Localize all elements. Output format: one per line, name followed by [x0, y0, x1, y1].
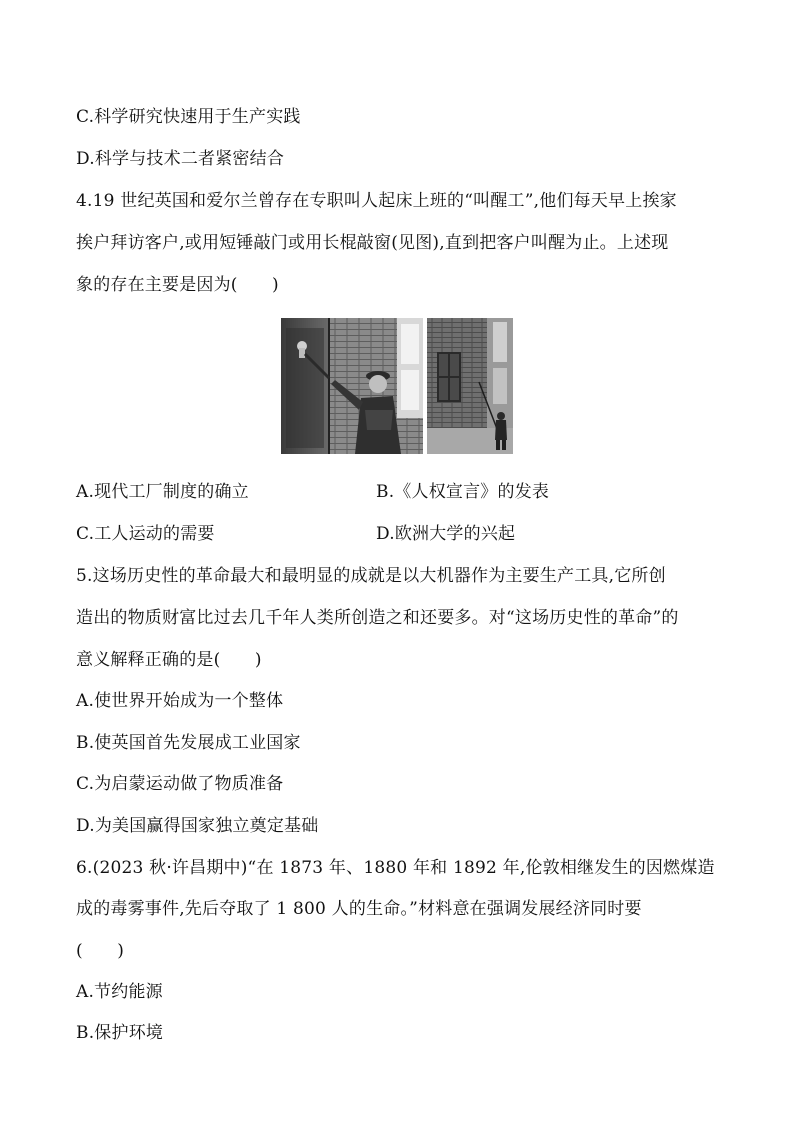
q6-option-b: B.保护环境: [76, 1023, 164, 1043]
q3-option-d: D.科学与技术二者紧密结合: [76, 149, 285, 169]
knocker-up-photos: [281, 318, 513, 454]
q6-stem-line-1: 6.(2023 秋·许昌期中)“在 1873 年、1880 年和 1892 年,伦敦相继发生的因燃煤造: [76, 858, 715, 878]
q5-stem-line-2: 造出的物质财富比过去几千年人类所创造之和还要多。对“这场历史性的革命”的: [76, 608, 679, 628]
q4-option-c: C.工人运动的需要: [76, 524, 215, 544]
q5-option-d: D.为美国赢得国家独立奠定基础: [76, 816, 319, 836]
photo-knocking-door: [281, 318, 423, 454]
q4-option-a: A.现代工厂制度的确立: [76, 482, 249, 502]
q6-stem-line-2: 成的毒雾事件,先后夺取了 1 800 人的生命。”材料意在强调发展经济同时要: [76, 899, 642, 919]
q4-option-d: D.欧洲大学的兴起: [376, 524, 516, 544]
q4-options-row-2: [76, 522, 516, 546]
photo-tapping-window: [427, 318, 513, 454]
q4-options-row-1: [76, 480, 550, 504]
q4-option-b: B.《人权宣言》的发表: [376, 482, 550, 502]
q5-stem-line-3: 意义解释正确的是( ): [76, 650, 262, 670]
q5-stem-line-1: 5.这场历史性的革命最大和最明显的成就是以大机器作为主要生产工具,它所创: [76, 566, 666, 586]
q4-stem-line-1: 4.19 世纪英国和爱尔兰曾存在专职叫人起床上班的“叫醒工”,他们每天早上挨家: [76, 191, 677, 211]
q5-option-a: A.使世界开始成为一个整体: [76, 691, 284, 711]
q3-option-c: C.科学研究快速用于生产实践: [76, 107, 301, 127]
q5-option-c: C.为启蒙运动做了物质准备: [76, 774, 284, 794]
q6-stem-line-3: ( ): [76, 941, 125, 961]
q4-stem-line-2: 挨户拜访客户,或用短锤敲门或用长棍敲窗(见图),直到把客户叫醒为止。上述现: [76, 233, 669, 253]
q4-stem-line-3: 象的存在主要是因为( ): [76, 275, 279, 295]
q6-option-a: A.节约能源: [76, 982, 163, 1002]
q5-option-b: B.使英国首先发展成工业国家: [76, 733, 301, 753]
